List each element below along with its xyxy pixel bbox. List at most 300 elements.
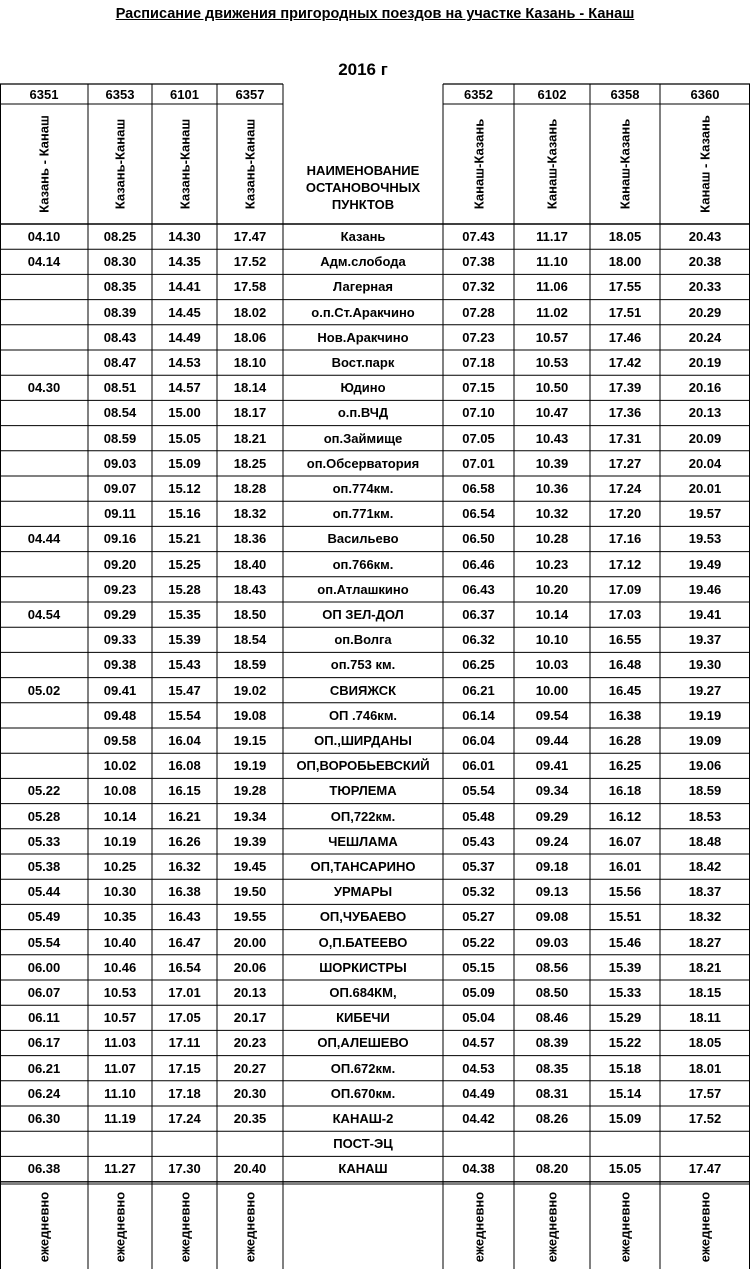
- time-cell: 20.16: [688, 380, 722, 396]
- time-cell: 16.08: [168, 758, 201, 774]
- time-cell: 16.38: [608, 707, 642, 723]
- time-cell: 09.08: [535, 909, 569, 925]
- time-cell: 08.20: [535, 1161, 569, 1177]
- time-cell: 05.22: [462, 934, 495, 950]
- station-name: Юдино: [340, 380, 386, 396]
- time-cell: 18.36: [233, 531, 267, 547]
- time-cell: 10.57: [103, 1010, 137, 1026]
- time-cell: 08.39: [103, 304, 137, 320]
- station-name: ОП.,ШИРДАНЫ: [314, 733, 412, 749]
- time-cell: 20.04: [688, 455, 722, 471]
- time-cell: [152, 1131, 217, 1156]
- time-cell: 15.56: [608, 884, 642, 900]
- time-cell: 18.05: [608, 229, 642, 245]
- time-cell: 10.25: [103, 859, 137, 875]
- stations-header-line: НАИМЕНОВАНИЕ: [306, 163, 420, 178]
- time-cell: 09.13: [535, 884, 569, 900]
- time-cell: 18.53: [688, 808, 722, 824]
- time-cell: 09.03: [103, 455, 137, 471]
- time-cell: [0, 350, 88, 375]
- time-cell: 15.16: [168, 506, 201, 522]
- time-cell: 16.55: [608, 632, 642, 648]
- time-cell: 19.50: [233, 884, 267, 900]
- station-name: О,П.БАТЕЕВО: [318, 934, 408, 950]
- time-cell: 11.10: [104, 1085, 136, 1101]
- station-name: о.п.ВЧД: [337, 405, 389, 421]
- time-cell: 18.25: [233, 455, 267, 471]
- stations-header-line: ПУНКТОВ: [331, 197, 395, 212]
- time-cell: 08.31: [535, 1085, 569, 1101]
- time-cell: 07.28: [462, 304, 495, 320]
- time-cell: 19.15: [233, 733, 267, 749]
- time-cell: [0, 300, 88, 325]
- time-cell: 05.44: [27, 884, 61, 900]
- station-name: Казань: [340, 229, 386, 245]
- time-cell: 10.40: [103, 934, 137, 950]
- time-cell: 18.50: [233, 607, 267, 623]
- time-cell: 20.43: [688, 229, 722, 245]
- time-cell: 10.30: [103, 884, 137, 900]
- time-cell: 07.23: [462, 329, 495, 345]
- time-cell: 16.38: [168, 884, 201, 900]
- time-cell: 20.33: [688, 279, 722, 295]
- time-cell: 17.57: [688, 1085, 722, 1101]
- time-cell: [0, 703, 88, 728]
- time-cell: 19.37: [688, 632, 722, 648]
- time-cell: 09.38: [103, 657, 137, 673]
- train-number: 6357: [235, 86, 265, 102]
- time-cell: 08.56: [535, 959, 569, 975]
- time-cell: 06.32: [462, 632, 495, 648]
- time-cell: 04.44: [27, 531, 61, 547]
- time-cell: 05.27: [462, 909, 495, 925]
- time-cell: 06.25: [462, 657, 495, 673]
- time-cell: 09.03: [535, 934, 569, 950]
- time-cell: 17.46: [608, 329, 642, 345]
- time-cell: 10.02: [103, 758, 137, 774]
- time-cell: 06.01: [462, 758, 495, 774]
- station-name: Адм.слобода: [320, 254, 406, 270]
- time-cell: 18.54: [233, 632, 267, 648]
- time-cell: 05.33: [27, 833, 61, 849]
- time-cell: 20.19: [688, 355, 722, 371]
- time-cell: 17.30: [168, 1161, 201, 1177]
- days-of-operation: ежедневно: [36, 1191, 52, 1262]
- time-cell: [0, 274, 88, 299]
- time-cell: 08.47: [103, 355, 137, 371]
- time-cell: 09.18: [535, 859, 569, 875]
- time-cell: 08.39: [535, 1035, 569, 1051]
- train-number: 6351: [29, 86, 59, 102]
- time-cell: 07.10: [462, 405, 495, 421]
- time-cell: 19.28: [233, 783, 267, 799]
- time-cell: 19.49: [688, 556, 722, 572]
- time-cell: 15.09: [168, 455, 201, 471]
- time-cell: 17.31: [608, 430, 642, 446]
- time-cell: 15.46: [608, 934, 642, 950]
- time-cell: 19.55: [233, 909, 267, 925]
- time-cell: 11.17: [536, 229, 568, 245]
- time-cell: 07.01: [462, 455, 495, 471]
- stations-header-line: ОСТАНОВОЧНЫХ: [305, 180, 421, 195]
- time-cell: 09.33: [103, 632, 137, 648]
- time-cell: 19.45: [233, 859, 267, 875]
- time-cell: [590, 1131, 660, 1156]
- time-cell: 06.21: [462, 682, 495, 698]
- time-cell: 10.39: [535, 455, 569, 471]
- time-cell: 17.20: [608, 506, 642, 522]
- time-cell: 18.37: [688, 884, 722, 900]
- time-cell: 19.06: [688, 758, 722, 774]
- time-cell: 10.53: [535, 355, 569, 371]
- time-cell: 16.07: [608, 833, 642, 849]
- time-cell: 07.43: [462, 229, 495, 245]
- time-cell: 19.19: [233, 758, 267, 774]
- days-of-operation: ежедневно: [697, 1191, 713, 1262]
- time-cell: 14.45: [168, 304, 201, 320]
- time-cell: 06.58: [462, 481, 495, 497]
- station-name: Васильево: [327, 531, 399, 547]
- time-cell: 17.03: [608, 607, 642, 623]
- time-cell: 19.30: [688, 657, 722, 673]
- time-cell: 20.09: [688, 430, 722, 446]
- time-cell: [0, 577, 88, 602]
- time-cell: [0, 400, 88, 425]
- time-cell: 07.05: [462, 430, 495, 446]
- time-cell: 18.00: [608, 254, 642, 270]
- time-cell: 18.40: [233, 556, 267, 572]
- time-cell: 04.42: [462, 1111, 495, 1127]
- train-number: 6102: [537, 86, 567, 102]
- time-cell: [514, 1131, 590, 1156]
- time-cell: 20.35: [233, 1111, 267, 1127]
- time-cell: 15.25: [168, 556, 201, 572]
- time-cell: [0, 652, 88, 677]
- time-cell: 15.21: [168, 531, 201, 547]
- days-of-operation: ежедневно: [112, 1191, 128, 1262]
- time-cell: 19.09: [688, 733, 722, 749]
- time-cell: [0, 753, 88, 778]
- time-cell: 17.27: [608, 455, 642, 471]
- time-cell: 08.46: [535, 1010, 569, 1026]
- time-cell: 16.25: [608, 758, 642, 774]
- time-cell: [217, 1131, 283, 1156]
- time-cell: 20.00: [233, 934, 267, 950]
- time-cell: 16.26: [168, 833, 201, 849]
- time-cell: 19.27: [688, 682, 722, 698]
- time-cell: 08.50: [535, 985, 569, 1001]
- train-number: 6353: [105, 86, 135, 102]
- time-cell: 15.35: [168, 607, 201, 623]
- time-cell: 18.05: [688, 1035, 722, 1051]
- time-cell: 17.05: [168, 1010, 201, 1026]
- time-cell: 17.55: [608, 279, 642, 295]
- time-cell: 08.51: [103, 380, 137, 396]
- time-cell: 17.18: [168, 1085, 201, 1101]
- time-cell: 18.01: [688, 1060, 722, 1076]
- station-name: ОП .746км.: [328, 707, 398, 723]
- train-number: 6358: [610, 86, 640, 102]
- time-cell: 17.42: [608, 355, 642, 371]
- time-cell: 04.49: [462, 1085, 495, 1101]
- document-title: Расписание движения пригородных поездов на участке Казань - Канаш: [115, 6, 635, 22]
- time-cell: 20.24: [688, 329, 722, 345]
- time-cell: [0, 476, 88, 501]
- train-number: 6352: [464, 86, 493, 102]
- days-of-operation: ежедневно: [177, 1191, 192, 1262]
- time-cell: 06.11: [28, 1010, 60, 1026]
- time-cell: 11.02: [536, 304, 568, 320]
- time-cell: 19.19: [688, 707, 722, 723]
- time-cell: 18.21: [688, 959, 722, 975]
- time-cell: 06.00: [27, 959, 61, 975]
- time-cell: 09.44: [535, 733, 569, 749]
- time-cell: 15.39: [608, 959, 642, 975]
- station-name: Нов.Аракчино: [317, 329, 409, 345]
- time-cell: 10.28: [535, 531, 569, 547]
- train-route: Казань-Канаш: [177, 118, 192, 210]
- time-cell: 06.04: [462, 733, 495, 749]
- time-cell: 10.32: [535, 506, 569, 522]
- train-route: Казань-Канаш: [242, 118, 258, 210]
- time-cell: 15.47: [168, 682, 201, 698]
- time-cell: 16.54: [168, 959, 201, 975]
- time-cell: [0, 1131, 88, 1156]
- time-cell: 19.41: [688, 607, 722, 623]
- time-cell: 08.54: [103, 405, 137, 421]
- time-cell: 18.32: [688, 909, 722, 925]
- time-cell: 15.29: [608, 1010, 642, 1026]
- time-cell: 19.57: [688, 506, 722, 522]
- time-cell: 15.33: [608, 985, 642, 1001]
- time-cell: 18.17: [233, 405, 267, 421]
- station-name: ЧЕШЛАМА: [328, 833, 398, 849]
- time-cell: 20.13: [688, 405, 722, 421]
- time-cell: 17.39: [608, 380, 642, 396]
- time-cell: 05.02: [27, 682, 61, 698]
- time-cell: 09.24: [535, 833, 569, 849]
- time-cell: [0, 451, 88, 476]
- time-cell: 08.35: [103, 279, 137, 295]
- time-cell: 08.43: [103, 329, 137, 345]
- time-cell: 10.43: [535, 430, 569, 446]
- station-name: оп.771км.: [332, 506, 394, 522]
- time-cell: 09.23: [103, 581, 137, 597]
- time-cell: 11.19: [104, 1111, 136, 1127]
- time-cell: 15.14: [608, 1085, 642, 1101]
- time-cell: 11.10: [536, 254, 568, 270]
- time-cell: 17.11: [168, 1035, 201, 1051]
- time-cell: 05.54: [462, 783, 495, 799]
- time-cell: 04.57: [462, 1035, 495, 1051]
- time-cell: 06.21: [27, 1060, 61, 1076]
- station-name: КИБЕЧИ: [336, 1010, 390, 1026]
- time-cell: 09.48: [103, 707, 137, 723]
- time-cell: 07.18: [462, 355, 495, 371]
- time-cell: 09.29: [535, 808, 569, 824]
- time-cell: 18.15: [688, 985, 722, 1001]
- time-cell: 18.32: [233, 506, 267, 522]
- time-cell: 17.15: [168, 1060, 201, 1076]
- time-cell: 15.43: [168, 657, 201, 673]
- time-cell: 20.01: [688, 481, 722, 497]
- time-cell: 10.03: [535, 657, 569, 673]
- station-name: ТЮРЛЕМА: [329, 783, 397, 799]
- time-cell: 20.23: [233, 1035, 267, 1051]
- train-route: Канаш-Казань: [471, 118, 486, 210]
- time-cell: 09.16: [103, 531, 137, 547]
- time-cell: 18.21: [233, 430, 267, 446]
- time-cell: 10.08: [103, 783, 137, 799]
- time-cell: 17.52: [688, 1111, 722, 1127]
- station-name: оп.Обсерватория: [306, 455, 420, 471]
- time-cell: 16.12: [608, 808, 642, 824]
- time-cell: 11.07: [104, 1060, 136, 1076]
- time-cell: 15.22: [608, 1035, 642, 1051]
- time-cell: 20.38: [688, 254, 722, 270]
- time-cell: 17.24: [168, 1111, 201, 1127]
- stations-column-header: [283, 162, 443, 213]
- station-name: о.п.Ст.Аракчино: [311, 304, 415, 320]
- year-label: 2016 г: [338, 60, 388, 79]
- station-name: Лагерная: [333, 279, 393, 295]
- time-cell: [0, 325, 88, 350]
- time-cell: 09.34: [535, 783, 569, 799]
- days-of-operation: ежедневно: [617, 1191, 633, 1262]
- time-cell: 05.15: [462, 959, 495, 975]
- time-cell: 15.05: [608, 1161, 642, 1177]
- time-cell: 17.12: [608, 556, 642, 572]
- time-cell: [443, 1131, 514, 1156]
- time-cell: 08.26: [535, 1111, 569, 1127]
- time-cell: 16.47: [168, 934, 201, 950]
- time-cell: [88, 1131, 152, 1156]
- time-cell: 10.00: [535, 682, 569, 698]
- time-cell: 20.13: [233, 985, 267, 1001]
- time-cell: 05.22: [27, 783, 61, 799]
- time-cell: 20.17: [233, 1010, 267, 1026]
- station-name: оп.Волга: [334, 632, 392, 648]
- time-cell: 04.54: [27, 607, 61, 623]
- time-cell: 17.36: [608, 405, 642, 421]
- time-cell: 14.30: [168, 229, 201, 245]
- station-name: оп.Займище: [323, 430, 403, 446]
- time-cell: 04.30: [27, 380, 61, 396]
- time-cell: 05.48: [462, 808, 495, 824]
- time-cell: 10.20: [535, 581, 569, 597]
- time-cell: 14.53: [168, 355, 201, 371]
- time-cell: 17.16: [608, 531, 642, 547]
- time-cell: 16.32: [168, 859, 201, 875]
- time-cell: 09.20: [103, 556, 137, 572]
- train-route: Казань - Канаш: [36, 115, 52, 213]
- time-cell: 10.36: [535, 481, 569, 497]
- station-name: оп.774км.: [332, 481, 394, 497]
- station-name: ПОСТ-ЭЦ: [333, 1136, 393, 1152]
- time-cell: 08.59: [103, 430, 137, 446]
- time-cell: 06.38: [27, 1161, 61, 1177]
- time-cell: [0, 627, 88, 652]
- time-cell: 16.48: [608, 657, 642, 673]
- time-cell: 20.29: [688, 304, 722, 320]
- time-cell: 17.58: [233, 279, 267, 295]
- time-cell: 20.30: [233, 1085, 267, 1101]
- time-cell: 18.59: [688, 783, 722, 799]
- train-number: 6360: [690, 86, 720, 102]
- time-cell: 15.00: [168, 405, 201, 421]
- time-cell: 09.29: [103, 607, 137, 623]
- time-cell: 05.37: [462, 859, 495, 875]
- time-cell: 10.14: [103, 808, 137, 824]
- station-name: ШОРКИСТРЫ: [319, 959, 407, 975]
- days-of-operation: ежедневно: [471, 1191, 486, 1262]
- time-cell: 19.53: [688, 531, 722, 547]
- station-name: оп.753 км.: [330, 657, 396, 673]
- time-cell: 05.49: [27, 909, 61, 925]
- time-cell: 15.39: [168, 632, 201, 648]
- time-cell: 10.19: [103, 833, 137, 849]
- time-cell: 10.23: [535, 556, 569, 572]
- station-name: оп.766км.: [332, 556, 394, 572]
- time-cell: 18.48: [688, 833, 722, 849]
- station-name: оп.Атлашкино: [317, 581, 409, 597]
- time-cell: [0, 728, 88, 753]
- time-cell: [0, 501, 88, 526]
- time-cell: 18.14: [233, 380, 267, 396]
- time-cell: 16.04: [168, 733, 201, 749]
- time-cell: 07.38: [462, 254, 495, 270]
- time-cell: 09.41: [535, 758, 569, 774]
- time-cell: 18.11: [689, 1010, 721, 1026]
- time-cell: 17.09: [608, 581, 642, 597]
- time-cell: 06.24: [27, 1085, 61, 1101]
- days-of-operation: ежедневно: [544, 1191, 560, 1262]
- time-cell: 15.51: [608, 909, 642, 925]
- time-cell: 19.02: [233, 682, 267, 698]
- time-cell: 05.04: [462, 1010, 495, 1026]
- time-cell: 16.28: [608, 733, 642, 749]
- station-name: ОП,ВОРОБЬЕВСКИЙ: [296, 758, 430, 774]
- time-cell: 20.06: [233, 959, 267, 975]
- time-cell: 05.09: [462, 985, 495, 1001]
- time-cell: [660, 1131, 750, 1156]
- train-route: Канаш - Казань: [697, 115, 713, 213]
- time-cell: 11.06: [536, 279, 568, 295]
- time-cell: 06.50: [462, 531, 495, 547]
- station-name: ОП,АЛЕШЕВО: [317, 1035, 409, 1051]
- train-route: Казань-Канаш: [112, 118, 128, 210]
- time-cell: 11.27: [104, 1161, 136, 1177]
- time-cell: 04.38: [462, 1161, 495, 1177]
- time-cell: 06.43: [462, 581, 495, 597]
- time-cell: 14.57: [168, 380, 201, 396]
- time-cell: 18.06: [233, 329, 267, 345]
- time-cell: [0, 426, 88, 451]
- time-cell: 16.45: [608, 682, 642, 698]
- time-cell: 15.12: [168, 481, 201, 497]
- time-cell: 07.32: [462, 279, 495, 295]
- time-cell: 08.35: [535, 1060, 569, 1076]
- time-cell: 18.10: [233, 355, 267, 371]
- time-cell: [0, 552, 88, 577]
- time-cell: 10.14: [535, 607, 569, 623]
- time-cell: 10.10: [535, 632, 569, 648]
- time-cell: 19.46: [688, 581, 722, 597]
- time-cell: 17.01: [168, 985, 201, 1001]
- time-cell: 20.27: [233, 1060, 267, 1076]
- station-name: КАНАШ: [338, 1161, 388, 1177]
- station-name: СВИЯЖСК: [329, 682, 397, 698]
